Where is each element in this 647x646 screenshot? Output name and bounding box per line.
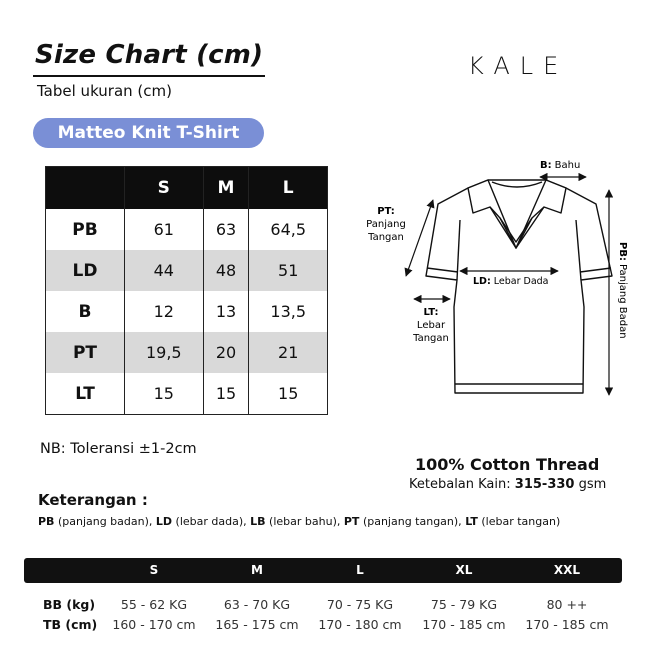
label-pt-abbr: PT: [377, 206, 395, 217]
shirt-measurement-diagram [340, 150, 640, 410]
table-cell: 19,5 [125, 332, 204, 373]
size-header-l: L [249, 167, 328, 210]
row-label-ld: LD [46, 250, 125, 291]
fit-size-s: S [149, 563, 159, 577]
size-table-row-pb [46, 209, 328, 250]
table-cell: 15 [249, 373, 328, 415]
label-lt-line1: Lebar [416, 320, 446, 331]
label-lt-line2: Tangan [413, 333, 449, 344]
table-cell: 13,5 [249, 291, 328, 332]
label-lebar-dada: LD: Lebar Dada [473, 276, 549, 287]
fabric-material: 100% Cotton Thread [415, 455, 600, 474]
fabric-thickness [409, 477, 606, 492]
fit-bb-value: 55 - 62 KG [120, 597, 188, 612]
brand-logo: KALE [468, 52, 569, 80]
label-pt-line2: Tangan [368, 232, 404, 243]
label-lt-abbr: LT: [423, 307, 439, 318]
legend-abbr: LB [250, 515, 266, 528]
table-cell: 64,5 [249, 209, 328, 250]
table-cell: 20 [203, 332, 249, 373]
row-label-pt: PT [46, 332, 125, 373]
table-cell: 15 [125, 373, 204, 415]
page-title: Size Chart (cm) [35, 40, 264, 70]
legend-abbr: LT [465, 515, 478, 528]
legend-abbr: LD [155, 515, 173, 528]
page-subtitle: Tabel ukuran (cm) [37, 82, 172, 100]
row-label-b: B [46, 291, 125, 332]
size-table-row-pt [46, 332, 328, 373]
size-table-row-b [46, 291, 328, 332]
row-label-lt: LT [46, 373, 125, 415]
fit-tb-value: 165 - 175 cm [215, 617, 299, 632]
thickness-unit: gsm [578, 477, 607, 492]
legend-desc: (panjang badan), [57, 515, 153, 528]
fit-bb-label: BB (kg) [43, 597, 96, 612]
table-cell: 21 [249, 332, 328, 373]
fit-bb-value: 80 ++ [546, 597, 588, 612]
product-name-badge: Matteo Knit T-Shirt [33, 118, 264, 148]
size-table-row-lt [46, 373, 328, 415]
size-header-m: M [203, 167, 249, 210]
title-underline [33, 75, 265, 77]
table-cell: 61 [125, 209, 204, 250]
legend-abbr: PB [38, 515, 55, 528]
fit-bb-value: 70 - 75 KG [326, 597, 394, 612]
thickness-value: 315-330 [514, 477, 575, 492]
legend-desc: (lebar tangan) [481, 515, 561, 528]
size-table-header-row [46, 167, 328, 210]
label-bahu: B: Bahu [540, 160, 581, 171]
table-cell: 44 [125, 250, 204, 291]
legend-title: Keterangan : [38, 491, 148, 509]
table-cell: 63 [203, 209, 249, 250]
fit-size-m: M [251, 563, 263, 577]
fit-size-xl: XL [455, 563, 473, 577]
fit-tb-value: 170 - 185 cm [422, 617, 506, 632]
fit-tb-value: 170 - 180 cm [318, 617, 402, 632]
legend-desc: (lebar bahu), [269, 515, 341, 528]
table-cell: 15 [203, 373, 249, 415]
size-table [45, 166, 328, 415]
legend-desc: (lebar dada), [175, 515, 247, 528]
legend-line [38, 515, 560, 528]
tolerance-note: NB: Toleransi ±1-2cm [40, 441, 197, 457]
table-cell: 51 [249, 250, 328, 291]
table-cell: 13 [203, 291, 249, 332]
thickness-label: Ketebalan Kain: [409, 477, 511, 492]
fit-tb-value: 160 - 170 cm [112, 617, 196, 632]
label-panjang-badan: PB:Panjang Badan [617, 242, 628, 339]
fit-size-xxl: XXL [553, 563, 581, 577]
fit-size-l: L [356, 563, 364, 577]
fit-tb-value: 170 - 185 cm [525, 617, 609, 632]
legend-desc: (panjang tangan), [362, 515, 462, 528]
table-cell: 48 [203, 250, 249, 291]
legend-abbr: PT [343, 515, 360, 528]
fit-bb-value: 63 - 70 KG [223, 597, 291, 612]
size-table-corner [46, 167, 125, 210]
fit-bb-value: 75 - 79 KG [430, 597, 498, 612]
label-pt-line1: Panjang [366, 219, 406, 230]
size-header-s: S [125, 167, 204, 210]
row-label-pb: PB [46, 209, 125, 250]
size-table-row-ld [46, 250, 328, 291]
table-cell: 12 [125, 291, 204, 332]
fit-tb-label: TB (cm) [43, 617, 98, 632]
